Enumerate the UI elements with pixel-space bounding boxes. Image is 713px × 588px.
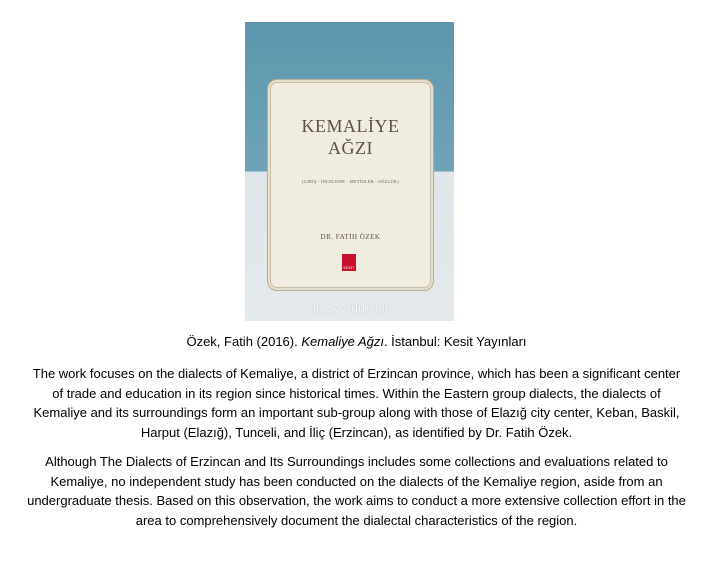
caption-title: Kemaliye Ağzı bbox=[301, 334, 384, 349]
cover-author: DR. FATİH ÖZEK bbox=[320, 233, 381, 241]
cover-subtitle: (GİRİŞ - İNCELEME - METİNLER - SÖZLÜK) bbox=[302, 179, 399, 184]
publisher-logo bbox=[342, 254, 356, 271]
cover-title-line1: KEMALİYE bbox=[301, 116, 400, 136]
book-cover-image bbox=[245, 22, 454, 321]
cover-title bbox=[268, 115, 433, 159]
watermark: kitapyurdu.com bbox=[306, 301, 393, 315]
cover-panel bbox=[267, 79, 434, 291]
caption-suffix: . İstanbul: Kesit Yayınları bbox=[383, 334, 527, 349]
publisher-logo-text: KESİT bbox=[343, 266, 355, 270]
paragraph-1: The work focuses on the dialects of Kemaliye, a district of Erzincan province, which has been a significant center of trade and education in its region since historical times. Within the Eastern group dialects, the dialects of Kemaliye and its surroundings form an important sub-group along with those of Elazığ city center, Keban, Baskil, Harput (Elazığ), Tunceli, and İliç (Erzincan), as identified by Dr. Fatih Özek. bbox=[32, 366, 681, 440]
cover-title-line2: AĞZI bbox=[328, 138, 373, 158]
paragraph-2: Although The Dialects of Erzincan and Its Surroundings includes some collections and evaluations related to Kemaliye, no independent study has been conducted on the dialects of the Kemaliye region, aside from an undergraduate thesis. Based on this observation, the work aims to conduct a more extensive collection effort in the area to comprehensively document the dialectal characteristics of the region. bbox=[27, 454, 686, 528]
figure-caption bbox=[0, 334, 713, 349]
caption-prefix: Özek, Fatih (2016). bbox=[186, 334, 302, 349]
